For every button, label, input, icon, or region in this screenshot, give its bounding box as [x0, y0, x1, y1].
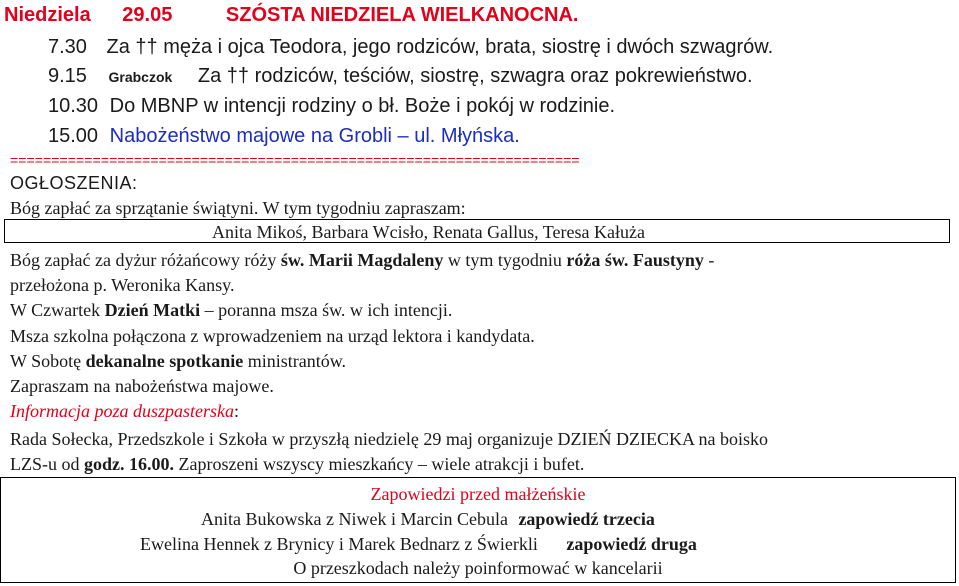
mass-time: 15.00: [48, 125, 99, 147]
mass-row: [48, 36, 773, 58]
lzs-text: LZS-u od: [10, 454, 80, 474]
rosary-dash: -: [708, 250, 715, 270]
rosary-week: w tym tygodniu: [447, 250, 562, 270]
extra-info-colon: :: [234, 401, 240, 421]
thursday-line: [10, 299, 452, 321]
mass-text: Nabożeństwo majowe: [109, 125, 306, 147]
header: [4, 4, 578, 26]
rosary-saint: św. Marii Magdaleny: [280, 250, 444, 270]
children-day-line2: [10, 453, 584, 475]
mass-row: [48, 125, 520, 147]
header-title: SZÓSTA NIEDZIELA WIELKANOCNA.: [225, 4, 579, 26]
separator: =====================================================================: [10, 152, 580, 168]
mass-location: na Grobli – ul. Młyńska.: [310, 125, 520, 147]
mass-place: Grabczok: [108, 69, 173, 85]
banns-status: zapowiedź trzecia: [518, 509, 655, 529]
mass-time: 10.30: [48, 95, 99, 117]
mass-text: Za †† rodziców, teściów, siostrę, szwagra oraz pokrewieństwo.: [197, 65, 753, 87]
invitation-text: Zaproszeni wszyscy mieszkańcy – wiele atrakcji i bufet.: [178, 454, 585, 474]
thanks-cleaning: Bóg zapłać za sprzątanie świątyni. W tym tygodniu zapraszam:: [10, 198, 466, 218]
deanery-meeting: dekanalne spotkanie: [85, 351, 244, 371]
mass-text: Do MBNP w intencji rodziny o bł. Boże i pokój w rodzinie.: [109, 95, 616, 117]
banns-footer: O przeszkodach należy poinformować w kancelarii: [293, 558, 663, 578]
header-day: Niedziela: [4, 4, 91, 26]
school-mass: Msza szkolna połączona z wprowadzeniem na urząd lektora i kandydata.: [10, 326, 535, 346]
couple-names: Ewelina Hennek z Brynicy i Marek Bednarz z Świerkli: [140, 534, 538, 554]
extra-info-heading: [10, 400, 239, 422]
banns-couple: [140, 533, 697, 555]
banns-couple: [201, 508, 655, 530]
event-time: godz. 16.00.: [84, 454, 174, 474]
mass-time: 9.15: [48, 65, 87, 87]
mass-time: 7.30: [48, 36, 87, 58]
extra-info-title: Informacja poza duszpasterska: [10, 401, 234, 421]
rosary-text: Bóg zapłać za dyżur różańcowy róży: [10, 250, 277, 270]
saturday-line: [10, 350, 346, 372]
mass-row: [48, 95, 615, 117]
mass-text: Za †† męża i ojca Teodora, jego rodziców, brata, siostrę i dwóch szwagrów.: [106, 36, 774, 58]
mass-row: [48, 65, 753, 88]
thursday-day: W Czwartek: [10, 300, 101, 320]
header-date: 29.05: [122, 4, 173, 26]
banns-title: Zapowiedzi przed małżeńskie: [370, 484, 586, 504]
announcements-heading: OGŁOSZENIA:: [10, 173, 138, 193]
rosary-next: róża św. Faustyny: [566, 250, 704, 270]
couple-names: Anita Bukowska z Niwek i Marcin Cebula: [201, 509, 508, 529]
altar-servers: ministrantów.: [247, 351, 347, 371]
thursday-mass: – poranna msza św. w ich intencji.: [204, 300, 453, 320]
banns-status: zapowiedź druga: [566, 534, 697, 554]
saturday-day: W Sobotę: [10, 351, 82, 371]
children-day-line1: Rada Sołecka, Przedszkole i Szkoła w przyszłą niedzielę 29 maj organizuje DZIEŃ DZIECKA na boisko: [10, 429, 768, 449]
cleaners-names: Anita Mikoś, Barbara Wcisło, Renata Gallus, Teresa Kałuża: [212, 222, 645, 242]
rosary-line: [10, 249, 714, 271]
may-services: Zapraszam na nabożeństwa majowe.: [10, 376, 274, 396]
rosary-leader: przełożona p. Weronika Kansy.: [10, 275, 235, 295]
mothers-day: Dzień Matki: [104, 300, 201, 320]
